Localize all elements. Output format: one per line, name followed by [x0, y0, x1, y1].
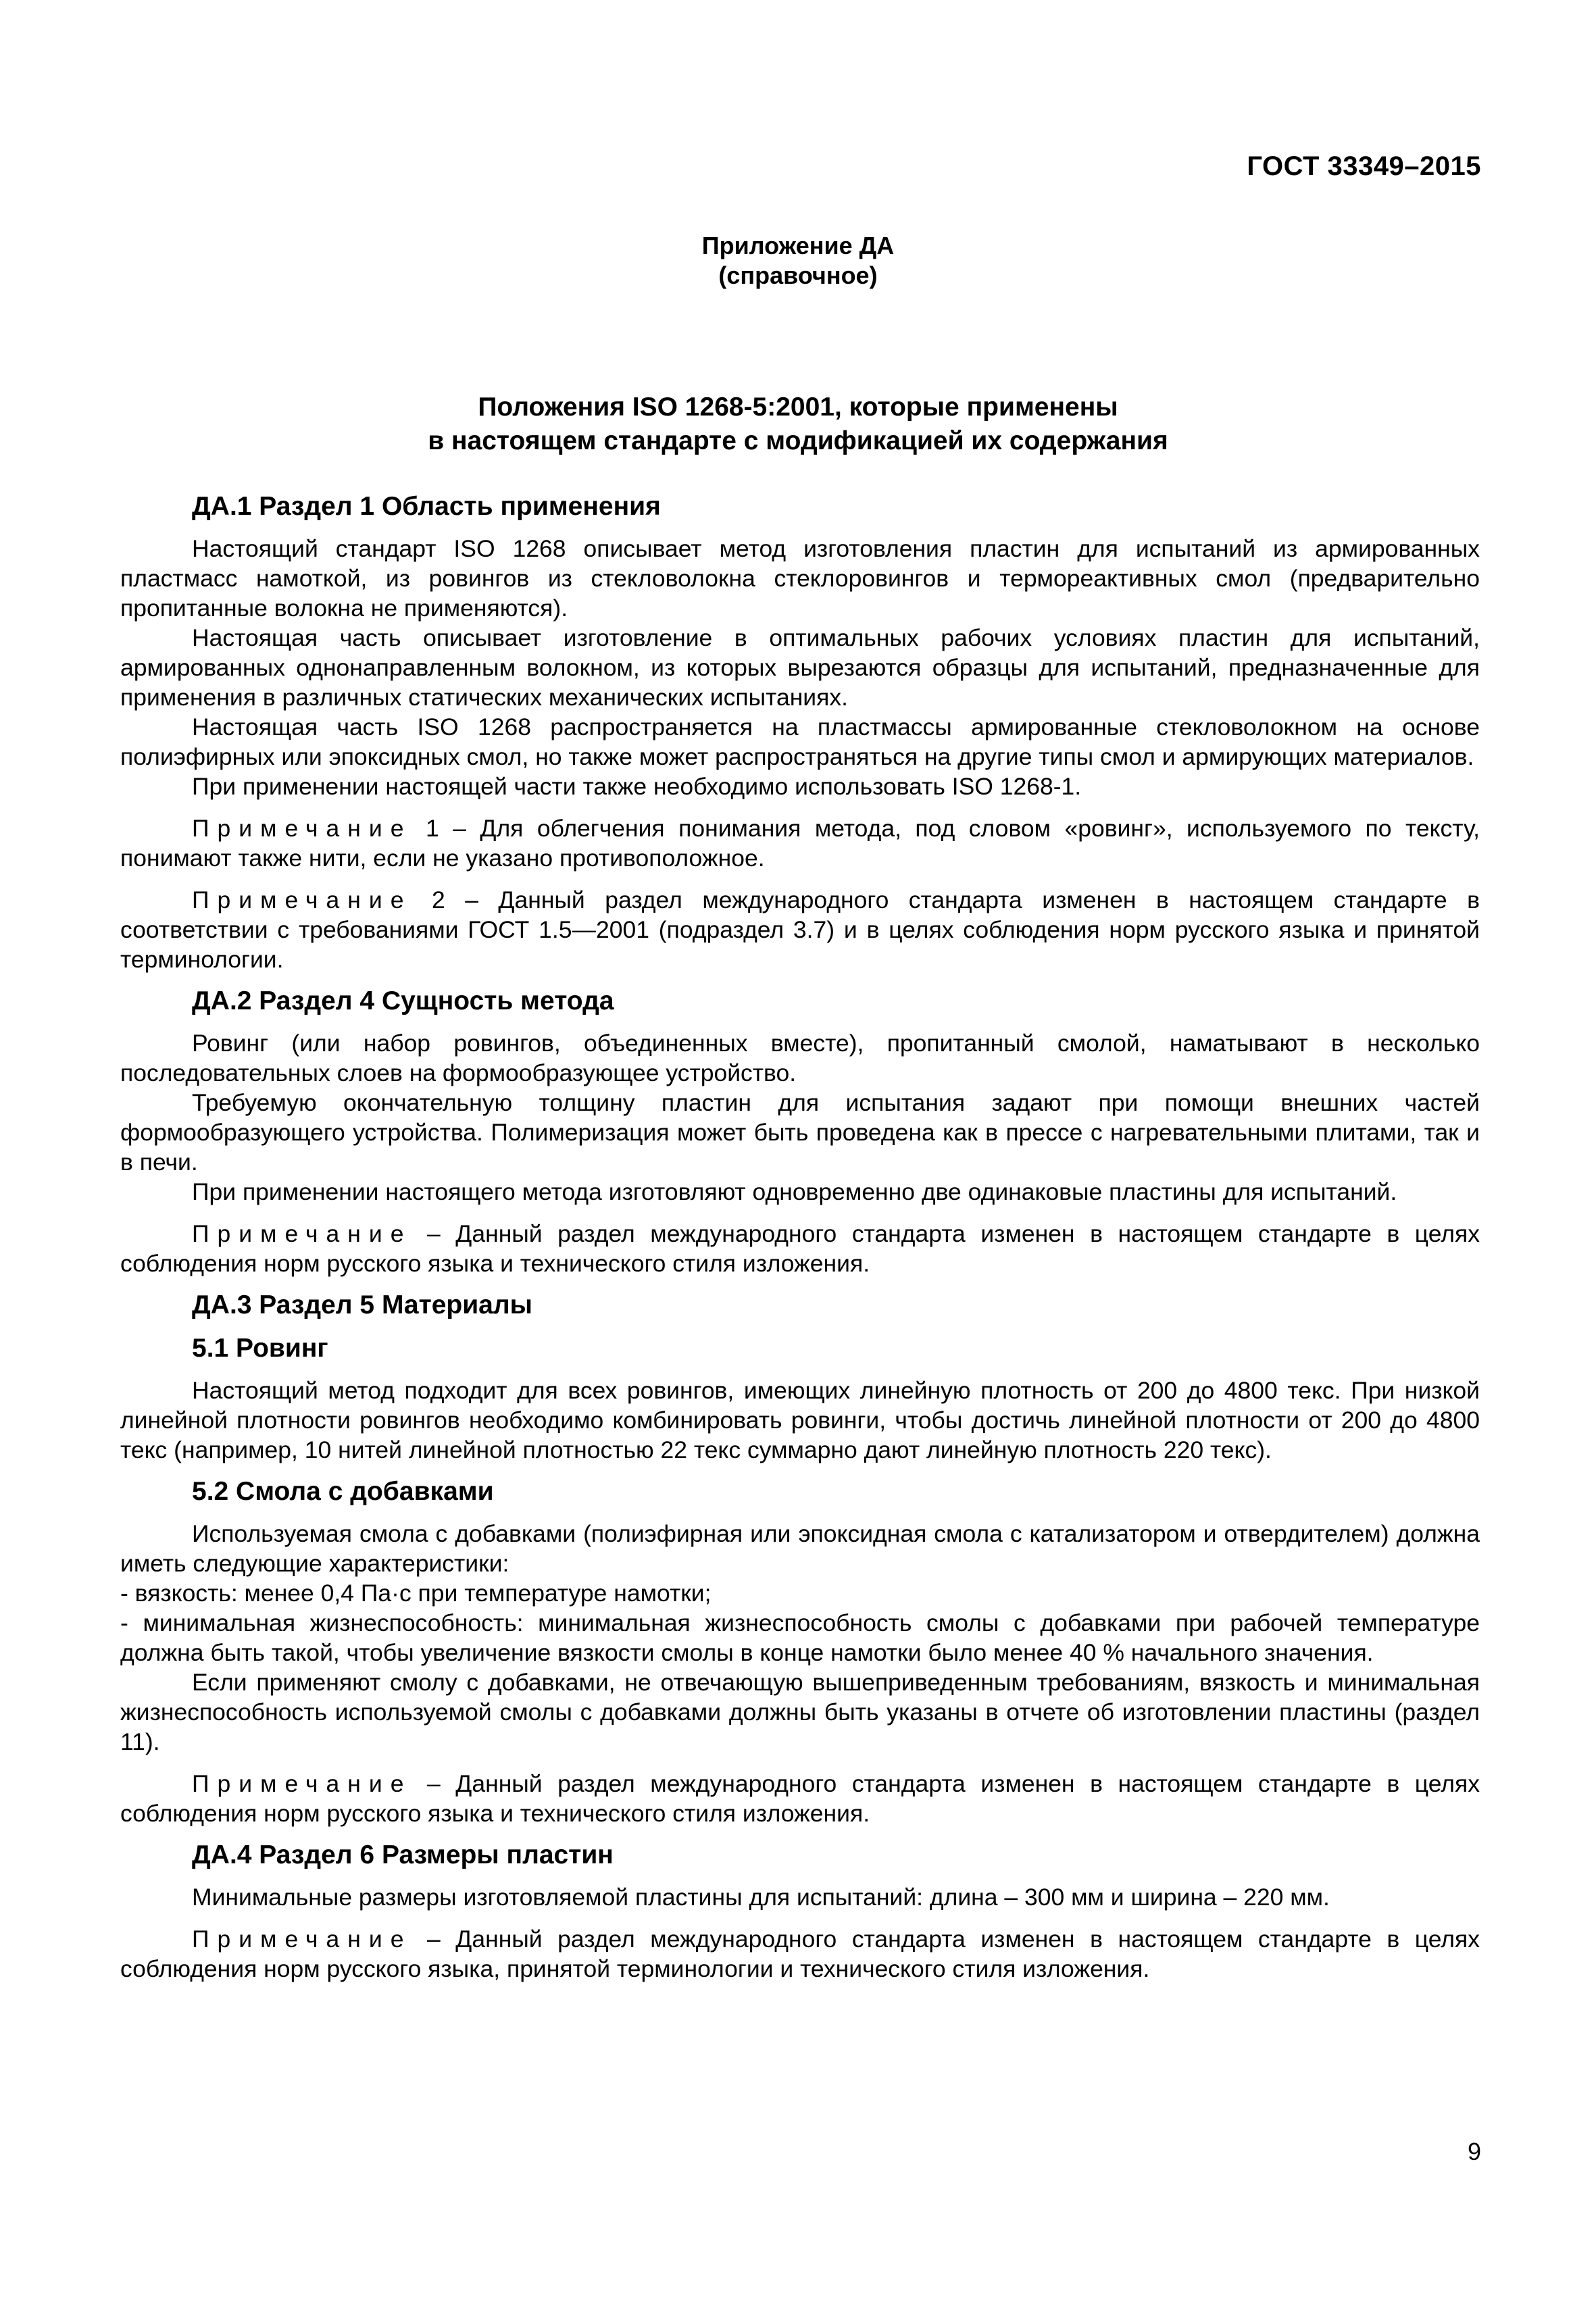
subsection-5-2-paragraph: Используемая смола с добавками (полиэфирная или эпоксидная смола с катализатором и отвердителем) должна иметь следующие характеристики: — [120, 1520, 1480, 1577]
appendix-title: Приложение ДА — [701, 232, 895, 259]
section-da4-paragraph: Минимальные размеры изготовляемой пластины для испытаний: длина – 300 мм и ширина – 220 мм. — [192, 1884, 1330, 1911]
section-da1-paragraph: Настоящий стандарт ISO 1268 описывает метод изготовления пластин для испытаний из армированных пластмасс намоткой, из ровингов из стекловолокна стеклоровингов и термореактивных смол (предварительно пропитанные волокна не применяются). — [120, 535, 1480, 622]
note-label: Примечание — [192, 886, 412, 913]
section-da4-note — [120, 1924, 1480, 1984]
document-body — [120, 491, 1480, 1984]
document-title — [0, 391, 1596, 458]
note-label: Примечание — [192, 1926, 412, 1953]
note-text: – Данный раздел международного стандарта изменен в настоящем стандарте в целях соблюдения норм русского языка, принятой терминологии и технического стиля изложения. — [120, 1926, 1480, 1982]
subsection-5-2-list-item: - минимальная жизнеспособность: минимальная жизнеспособность смолы с добавками при рабочей температуре должна быть такой, чтобы увеличение вязкости смолы в конце намотки было менее 40 % начального значения. — [120, 1609, 1480, 1666]
subsection-5-2-heading: 5.2 Смола с добавками — [192, 1477, 494, 1506]
section-da1-note-1 — [120, 813, 1480, 873]
section-da2-paragraph: Ровинг (или набор ровингов, объединенных вместе), пропитанный смолой, наматывают в несколько последовательных слоев на формообразующее устройство. — [120, 1030, 1480, 1086]
section-da4-heading: ДА.4 Раздел 6 Размеры пластин — [192, 1840, 614, 1869]
standard-code: ГОСТ 33349–2015 — [1247, 151, 1481, 181]
subsection-5-1-paragraph: Настоящий метод подходит для всех ровингов, имеющих линейную плотность от 200 до 4800 текс. При низкой линейной плотности ровингов необходимо комбинировать ровинги, чтобы достичь линейной плотности от 200 до 4800 текс (например, 10 нитей линейной плотностью 22 текс суммарно дают линейную плотность 220 текс). — [120, 1377, 1480, 1463]
note-label: Примечание — [192, 1220, 412, 1247]
section-da2-heading: ДА.2 Раздел 4 Сущность метода — [192, 986, 614, 1015]
section-da1-paragraph: Настоящая часть описывает изготовление в оптимальных рабочих условиях пластин для испытаний, армированных однонаправленным волокном, из которых вырезаются образцы для испытаний, предназначенные для применения в различных статических механических испытаниях. — [120, 624, 1480, 711]
section-da3-heading: ДА.3 Раздел 5 Материалы — [192, 1290, 532, 1319]
document-title-line-2: в настоящем стандарте с модификацией их содержания — [428, 426, 1168, 455]
section-da1-paragraph: Настоящая часть ISO 1268 распространяется на пластмассы армированные стекловолокном на основе полиэфирных или эпоксидных смол, но также может распространяться на другие типы смол и армирующих материалов. — [120, 713, 1480, 770]
subsection-5-1-heading: 5.1 Ровинг — [192, 1334, 328, 1363]
appendix-kind: (справочное) — [718, 261, 878, 289]
note-text: 1 – Для облегчения понимания метода, под словом «ровинг», используемого по тексту, понимают также нити, если не указано противоположное. — [120, 815, 1480, 872]
note-label: Примечание — [192, 815, 412, 842]
note-label: Примечание — [192, 1770, 412, 1797]
note-text: – Данный раздел международного стандарта изменен в настоящем стандарте в целях соблюдения норм русского языка и технического стиля изложения. — [120, 1770, 1480, 1827]
document-title-line-1: Положения ISO 1268-5:2001, которые применены — [478, 393, 1118, 422]
note-text: 2 – Данный раздел международного стандарта изменен в настоящем стандарте в соответствии с требованиями ГОСТ 1.5—2001 (подраздел 3.7) и в целях соблюдения норм русского языка и принятой терминологии. — [120, 886, 1480, 973]
appendix-heading — [0, 231, 1596, 291]
section-da3-note — [120, 1769, 1480, 1828]
section-da2-paragraph: Требуемую окончательную толщину пластин для испытания задают при помощи внешних частей формообразующего устройства. Полимеризация может быть проведена как в прессе с нагревательными плитами, так и в печи. — [120, 1089, 1480, 1176]
note-text: – Данный раздел международного стандарта изменен в настоящем стандарте в целях соблюдения норм русского языка и технического стиля изложения. — [120, 1220, 1480, 1277]
section-da1-note-2 — [120, 885, 1480, 974]
page-number: 9 — [1467, 2138, 1481, 2165]
section-da1-paragraph: При применении настоящей части также необходимо использовать ISO 1268-1. — [192, 773, 1082, 800]
subsection-5-2-paragraph: Если применяют смолу с добавками, не отвечающую вышеприведенным требованиям, вязкость и минимальная жизнеспособность используемой смолы с добавками должны быть указаны в отчете об изготовлении пластины (раздел 11). — [120, 1669, 1480, 1755]
subsection-5-2-list-item: - вязкость: менее 0,4 Па·с при температуре намотки; — [120, 1580, 712, 1607]
section-da2-paragraph: При применении настоящего метода изготовляют одновременно две одинаковые пластины для испытаний. — [192, 1178, 1397, 1205]
section-da1-heading: ДА.1 Раздел 1 Область применения — [192, 492, 661, 521]
section-da2-note — [120, 1219, 1480, 1278]
